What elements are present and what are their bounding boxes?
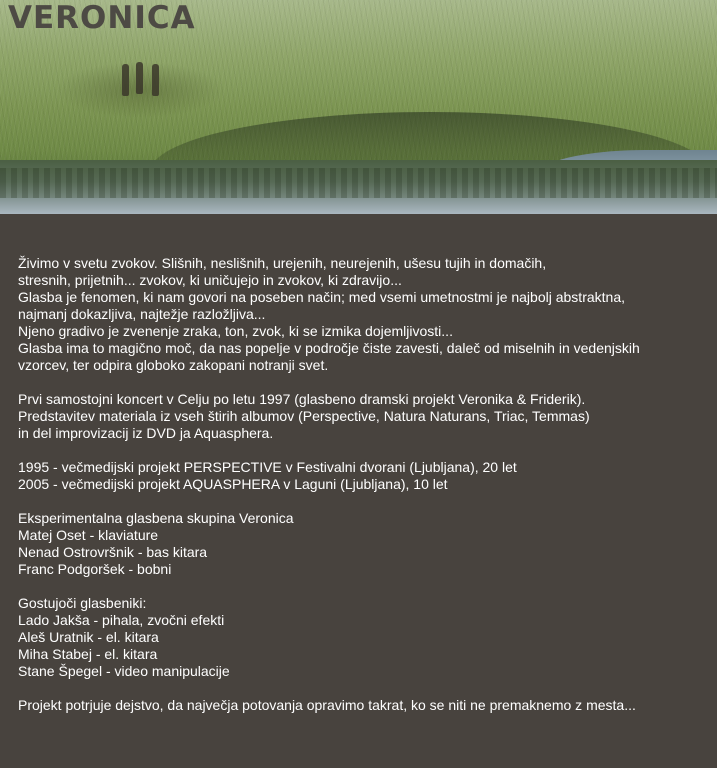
intro-paragraph — [18, 255, 708, 374]
text-line: Predstavitev materiala iz vseh štirih albumov (Perspective, Natura Naturans, Triac, Temmas) — [18, 408, 590, 424]
closing-line: Projekt potrjuje dejstvo, da največja potovanja opravimo takrat, ko se niti ne premaknemo z mesta... — [18, 697, 636, 713]
text-line: Njeno gradivo je zvenenje zraka, ton, zvok, ki se izmika dojemljivosti... — [18, 323, 453, 339]
text-line: stresnih, prijetnih... zvokov, ki uničujejo in zvokov, ki zdravijo... — [18, 272, 402, 288]
main-text — [18, 255, 708, 714]
guest-member: Miha Stabej - el. kitara — [18, 646, 158, 662]
band-member: Nenad Ostrovršnik - bas kitara — [18, 544, 208, 560]
people-silhouettes — [118, 64, 178, 124]
header-photo — [0, 0, 717, 214]
history-item: 1995 - večmedijski projekt PERSPECTIVE v Festivalni dvorani (Ljubljana), 20 let — [18, 459, 517, 475]
closing-paragraph — [18, 697, 708, 714]
text-line: najmanj dokazljiva, najtežje razložljiva... — [18, 306, 266, 322]
history-list — [18, 459, 708, 493]
text-line: vzorcev, ter odpira globoko zakopani notranji svet. — [18, 357, 329, 373]
text-line: Živimo v svetu zvokov. Slišnih, neslišnih, urejenih, neurejenih, ušesu tujih in domačih, — [18, 255, 547, 271]
logo: VERONICA — [8, 0, 196, 36]
guests-title: Gostujoči glasbeniki: — [18, 595, 147, 611]
band-member: Matej Oset - klaviature — [18, 527, 159, 543]
guests-section — [18, 595, 708, 680]
person-silhouette — [122, 64, 129, 96]
band-section — [18, 510, 708, 578]
person-silhouette — [136, 62, 143, 94]
text-line: Glasba je fenomen, ki nam govori na poseben način; med vsemi umetnostmi je najbolj abstraktna, — [18, 289, 625, 305]
person-silhouette — [152, 64, 159, 96]
tree-reflection — [0, 168, 717, 198]
band-member: Franc Podgoršek - bobni — [18, 561, 172, 577]
guest-member: Lado Jakša - pihala, zvočni efekti — [18, 612, 225, 628]
guest-member: Aleš Uratnik - el. kitara — [18, 629, 159, 645]
band-title: Eksperimentalna glasbena skupina Veronica — [18, 510, 294, 526]
text-line: in del improvizacij iz DVD ja Aquasphera. — [18, 425, 274, 441]
guest-member: Stane Špegel - video manipulacije — [18, 663, 230, 679]
concert-paragraph — [18, 391, 708, 442]
text-line: Glasba ima to magično moč, da nas popelje v področje čiste zavesti, daleč od miselnih in vedenjskih — [18, 340, 640, 356]
history-item: 2005 - večmedijski projekt AQUASPHERA v Laguni (Ljubljana), 10 let — [18, 476, 448, 492]
text-line: Prvi samostojni koncert v Celju po letu 1997 (glasbeno dramski projekt Veronika & Friderik). — [18, 391, 586, 407]
